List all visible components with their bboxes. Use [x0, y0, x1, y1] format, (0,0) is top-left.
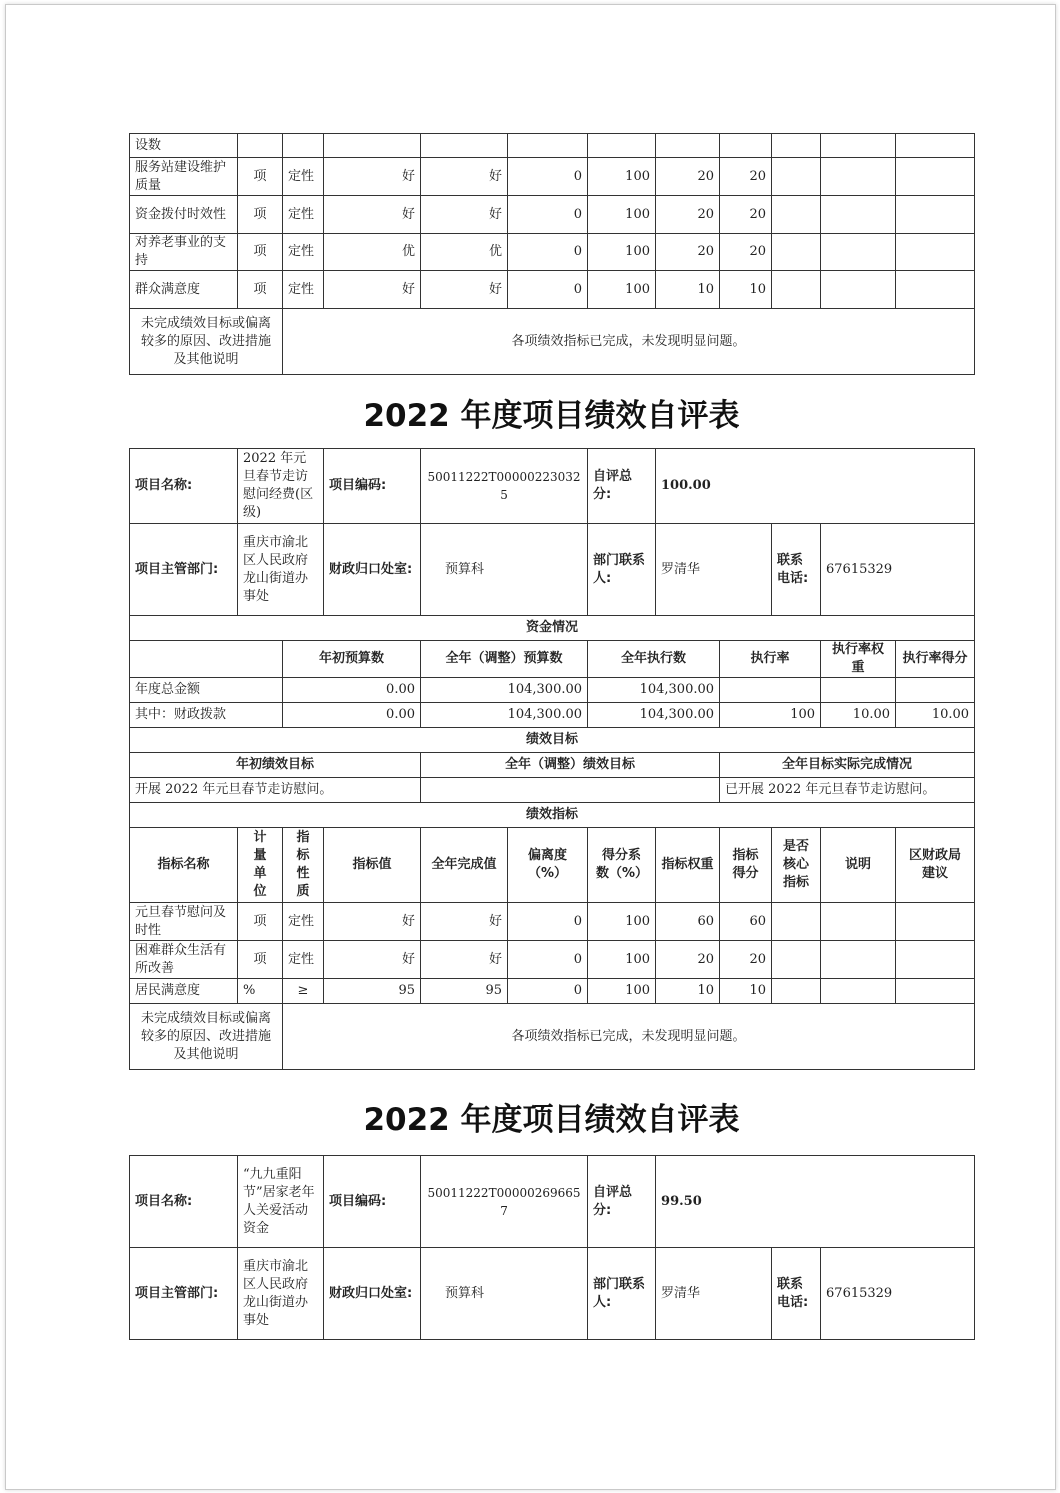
funds-header: 执行率权重	[821, 641, 896, 678]
goal-actual: 已开展 2022 年元旦春节走访慰问。	[720, 778, 975, 803]
form1-table	[129, 448, 975, 1070]
indicator-deviation: 0	[508, 196, 588, 234]
goals-header-row	[130, 753, 975, 778]
indicator-value: 优	[324, 234, 421, 271]
indicator-name: 设数	[130, 134, 238, 158]
funds-fiscal-adjusted: 104,300.00	[421, 703, 588, 728]
indicator-nature: 定性	[283, 271, 324, 309]
indicator-nature: 定性	[283, 234, 324, 271]
indicator-actual: 优	[421, 234, 508, 271]
finance-office-label: 财政归口处室:	[324, 1248, 421, 1340]
form-title: 2022 年度项目绩效自评表	[363, 398, 740, 434]
table-row	[130, 271, 975, 309]
funds-total-row	[130, 678, 975, 703]
goal-initial: 开展 2022 年元旦春节走访慰问。	[130, 778, 421, 803]
indicator-score: 20	[720, 196, 772, 234]
indicator-header: 是否核心指标	[772, 828, 821, 903]
indicator-actual: 好	[421, 196, 508, 234]
form2-table	[129, 1155, 975, 1340]
table-row	[130, 196, 975, 234]
indicator-name: 对养老事业的支持	[130, 234, 238, 271]
project-name-value: “九九重阳节”居家老年人关爱活动资金	[238, 1156, 324, 1248]
indicator-deviation: 0	[508, 979, 588, 1004]
funds-fiscal-executed: 104,300.00	[588, 703, 720, 728]
funds-total-executed: 104,300.00	[588, 678, 720, 703]
dept-row	[130, 524, 975, 616]
indicator-nature: 定性	[283, 903, 324, 941]
project-name-label: 项目名称:	[130, 1156, 238, 1248]
funds-total-label: 年度总金额	[130, 678, 283, 703]
indicator-unit: 项	[238, 234, 283, 271]
indicator-coef: 100	[588, 903, 656, 941]
total-score-value: 99.50	[656, 1156, 975, 1248]
funds-header: 全年执行数	[588, 641, 720, 678]
indicator-header: 指标得分	[720, 828, 772, 903]
indicator-value: 好	[324, 196, 421, 234]
remark-text: 各项绩效指标已完成，未发现明显问题。	[283, 1004, 975, 1070]
table-row	[130, 979, 975, 1004]
funds-total-initial: 0.00	[283, 678, 421, 703]
project-code-value: 50011222T000002696657	[421, 1156, 588, 1248]
indicator-name: 元旦春节慰问及时性	[130, 903, 238, 941]
dept-value: 重庆市渝北区人民政府龙山街道办事处	[238, 1248, 324, 1340]
indicator-weight: 60	[656, 903, 720, 941]
funds-fiscal-rate: 100	[720, 703, 821, 728]
indicator-header: 区财政局建议	[896, 828, 975, 903]
indicator-score: 10	[720, 979, 772, 1004]
indicator-deviation: 0	[508, 158, 588, 196]
goals-header: 全年（调整）绩效目标	[421, 753, 720, 778]
funds-header: 执行率	[720, 641, 821, 678]
indicator-unit: 项	[238, 196, 283, 234]
remark-row	[130, 309, 975, 375]
project-code-label: 项目编码:	[324, 449, 421, 524]
indicator-coef: 100	[588, 234, 656, 271]
funds-fiscal-label: 其中：财政拨款	[130, 703, 283, 728]
phone-label: 联系电话:	[772, 1248, 821, 1340]
indicator-weight: 10	[656, 271, 720, 309]
indicator-score: 60	[720, 903, 772, 941]
indicator-score: 10	[720, 271, 772, 309]
total-score-value: 100.00	[656, 449, 975, 524]
indicator-score: 20	[720, 158, 772, 196]
indicator-weight: 10	[656, 979, 720, 1004]
indicator-header: 偏离度（%）	[508, 828, 588, 903]
indicator-value: 好	[324, 941, 421, 979]
indicator-unit: 项	[238, 158, 283, 196]
indicator-value: 好	[324, 903, 421, 941]
indicator-actual: 好	[421, 941, 508, 979]
contact-value: 罗清华	[656, 524, 772, 616]
funds-total-adjusted: 104,300.00	[421, 678, 588, 703]
indicator-unit: 项	[238, 271, 283, 309]
indicator-weight: 20	[656, 941, 720, 979]
indicator-actual: 好	[421, 271, 508, 309]
indicator-nature: 定性	[283, 941, 324, 979]
indicator-header: 得分系数（%）	[588, 828, 656, 903]
dept-row	[130, 1248, 975, 1340]
indicators-header-row	[130, 828, 975, 903]
finance-office-label: 财政归口处室:	[324, 524, 421, 616]
indicator-nature: ≥	[283, 979, 324, 1004]
indicator-weight: 20	[656, 158, 720, 196]
project-name-value: 2022 年元旦春节走访慰问经费(区级)	[238, 449, 324, 524]
indicator-unit: 项	[238, 903, 283, 941]
indicator-actual: 好	[421, 903, 508, 941]
total-score-label: 自评总分:	[588, 1156, 656, 1248]
total-score-label: 自评总分:	[588, 449, 656, 524]
funds-fiscal-weight: 10.00	[821, 703, 896, 728]
finance-office-value: 预算科	[421, 1248, 588, 1340]
phone-label: 联系电话:	[772, 524, 821, 616]
indicator-score: 20	[720, 941, 772, 979]
funds-section-heading: 资金情况	[130, 616, 975, 641]
indicator-name: 服务站建设维护质量	[130, 158, 238, 196]
funds-header: 年初预算数	[283, 641, 421, 678]
contact-value: 罗清华	[656, 1248, 772, 1340]
indicator-nature: 定性	[283, 196, 324, 234]
indicator-coef: 100	[588, 979, 656, 1004]
indicator-coef: 100	[588, 271, 656, 309]
funds-header: 全年（调整）预算数	[421, 641, 588, 678]
table-row	[130, 903, 975, 941]
project-name-row	[130, 449, 975, 524]
indicator-unit: 项	[238, 941, 283, 979]
indicator-coef: 100	[588, 941, 656, 979]
contact-label: 部门联系人:	[588, 524, 656, 616]
remark-text: 各项绩效指标已完成，未发现明显问题。	[283, 309, 975, 375]
indicator-header: 说明	[821, 828, 896, 903]
indicator-deviation: 0	[508, 234, 588, 271]
remark-label: 未完成绩效目标或偏离较多的原因、改进措施及其他说明	[130, 1004, 283, 1070]
indicator-actual: 95	[421, 979, 508, 1004]
indicator-value: 好	[324, 158, 421, 196]
table-row	[130, 941, 975, 979]
phone-value: 67615329	[821, 524, 975, 616]
contact-label: 部门联系人:	[588, 1248, 656, 1340]
funds-fiscal-row	[130, 703, 975, 728]
indicator-deviation: 0	[508, 271, 588, 309]
project-name-label: 项目名称:	[130, 449, 238, 524]
indicator-deviation: 0	[508, 941, 588, 979]
goal-adjusted	[421, 778, 720, 803]
indicators-section-row	[130, 803, 975, 828]
funds-header-row	[130, 641, 975, 678]
table-row	[130, 234, 975, 271]
goals-section-heading: 绩效目标	[130, 728, 975, 753]
goals-content-row	[130, 778, 975, 803]
indicator-name: 资金拨付时效性	[130, 196, 238, 234]
remark-label: 未完成绩效目标或偏离较多的原因、改进措施及其他说明	[130, 309, 283, 375]
indicator-header: 指标值	[324, 828, 421, 903]
top-indicator-table	[129, 133, 975, 375]
funds-header: 执行率得分	[896, 641, 975, 678]
indicators-section-heading: 绩效指标	[130, 803, 975, 828]
table-row	[130, 134, 975, 158]
indicator-coef: 100	[588, 196, 656, 234]
funds-fiscal-score: 10.00	[896, 703, 975, 728]
table-row	[130, 158, 975, 196]
indicator-header: 指标名称	[130, 828, 238, 903]
finance-office-value: 预算科	[421, 524, 588, 616]
dept-label: 项目主管部门:	[130, 1248, 238, 1340]
indicator-header: 全年完成值	[421, 828, 508, 903]
funds-section-row	[130, 616, 975, 641]
project-code-label: 项目编码:	[324, 1156, 421, 1248]
indicator-name: 居民满意度	[130, 979, 238, 1004]
indicator-name: 困难群众生活有所改善	[130, 941, 238, 979]
indicator-weight: 20	[656, 196, 720, 234]
indicator-header: 计量单位	[238, 828, 283, 903]
indicator-nature: 定性	[283, 158, 324, 196]
remark-row	[130, 1004, 975, 1070]
dept-value: 重庆市渝北区人民政府龙山街道办事处	[238, 524, 324, 616]
project-name-row	[130, 1156, 975, 1248]
indicator-score: 20	[720, 234, 772, 271]
goals-header: 全年目标实际完成情况	[720, 753, 975, 778]
indicator-weight: 20	[656, 234, 720, 271]
indicator-value: 95	[324, 979, 421, 1004]
funds-fiscal-initial: 0.00	[283, 703, 421, 728]
indicator-header: 指标权重	[656, 828, 720, 903]
indicator-value: 好	[324, 271, 421, 309]
indicator-actual: 好	[421, 158, 508, 196]
indicator-header: 指标性质	[283, 828, 324, 903]
indicator-unit: %	[238, 979, 283, 1004]
form-title: 2022 年度项目绩效自评表	[363, 1102, 740, 1138]
dept-label: 项目主管部门:	[130, 524, 238, 616]
indicator-deviation: 0	[508, 903, 588, 941]
phone-value: 67615329	[821, 1248, 975, 1340]
indicator-coef: 100	[588, 158, 656, 196]
project-code-value: 50011222T000002230325	[421, 449, 588, 524]
indicator-name: 群众满意度	[130, 271, 238, 309]
goals-header: 年初绩效目标	[130, 753, 421, 778]
goals-section-row	[130, 728, 975, 753]
